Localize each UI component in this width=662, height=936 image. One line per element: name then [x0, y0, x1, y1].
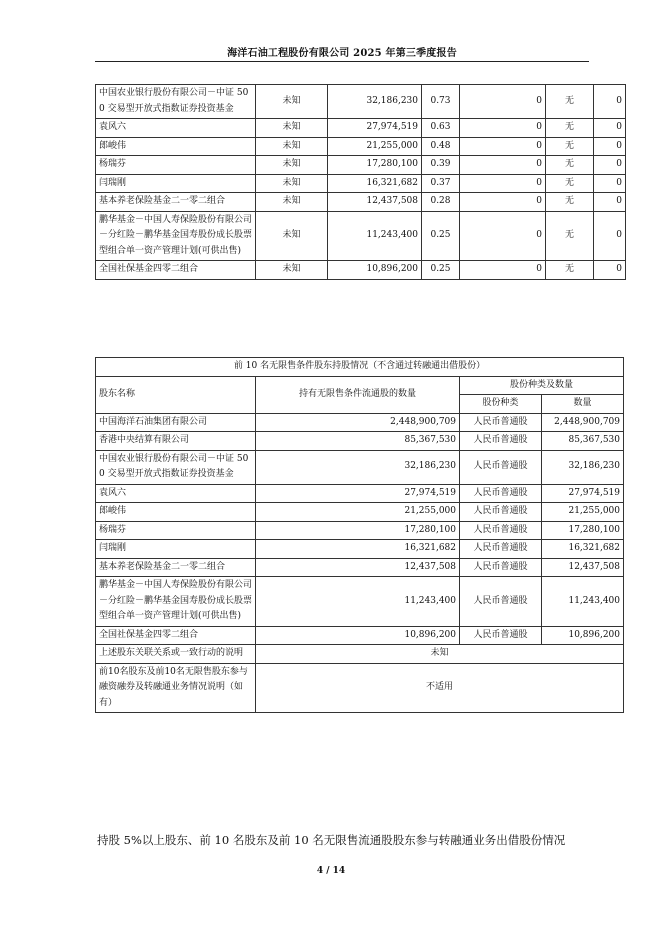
shareholder-name: 郎峻伟 [96, 137, 256, 156]
pledge-quantity: 0 [594, 85, 626, 119]
share-type: 人民币普通股 [460, 432, 542, 451]
share-type: 人民币普通股 [460, 503, 542, 522]
shares-held: 27,974,519 [328, 119, 422, 138]
shares-held: 21,255,000 [328, 137, 422, 156]
unrestricted-qty: 12,437,508 [256, 558, 460, 577]
shares-held: 11,243,400 [328, 211, 422, 261]
shareholder-name: 中国农业银行股份有限公司－中证 500 交易型开放式指数证券投资基金 [96, 450, 256, 484]
shareholder-name: 中国农业银行股份有限公司－中证 500 交易型开放式指数证券投资基金 [96, 85, 256, 119]
shareholder-name: 袁风六 [96, 119, 256, 138]
top10-shareholders-table [95, 84, 626, 280]
table-row [96, 193, 626, 212]
shareholder-name: 郎峻伟 [96, 503, 256, 522]
shareholder-nature: 未知 [256, 85, 328, 119]
relation-value: 未知 [256, 645, 624, 664]
shareholder-nature: 未知 [256, 174, 328, 193]
table-row [96, 174, 626, 193]
pledge-status: 无 [546, 174, 594, 193]
table-row [96, 558, 624, 577]
pledge-quantity: 0 [594, 261, 626, 280]
shareholder-name: 袁风六 [96, 484, 256, 503]
shares-held: 32,186,230 [328, 85, 422, 119]
page-header-title: 海洋石油工程股份有限公司 2025 年第三季度报告 [227, 48, 457, 59]
share-count: 10,896,200 [542, 626, 624, 645]
table-row [96, 137, 626, 156]
share-count: 16,321,682 [542, 540, 624, 559]
shareholder-name: 闫瑞刚 [96, 174, 256, 193]
table-row [96, 521, 624, 540]
restricted-shares: 0 [460, 119, 546, 138]
pledge-status: 无 [546, 261, 594, 280]
shares-held: 17,280,100 [328, 156, 422, 175]
restricted-shares: 0 [460, 193, 546, 212]
margin-value: 不适用 [256, 663, 624, 713]
share-count: 32,186,230 [542, 450, 624, 484]
shareholder-name: 鹏华基金－中国人寿保险股份有限公司－分红险－鹏华基金国寿股份成长股票型组合单一资产管理计划(可供出售) [96, 211, 256, 261]
column-header-type: 股份种类 [460, 395, 542, 414]
unrestricted-qty: 10,896,200 [256, 626, 460, 645]
shareholder-nature: 未知 [256, 119, 328, 138]
margin-row [96, 663, 624, 713]
shareholder-name: 杨瑞芬 [96, 521, 256, 540]
table-row [96, 503, 624, 522]
holding-ratio: 0.25 [422, 261, 460, 280]
restricted-shares: 0 [460, 174, 546, 193]
shareholder-name: 中国海洋石油集团有限公司 [96, 413, 256, 432]
table-row [96, 119, 626, 138]
table-row [96, 85, 626, 119]
shareholder-nature: 未知 [256, 193, 328, 212]
unrestricted-qty: 11,243,400 [256, 577, 460, 627]
share-type: 人民币普通股 [460, 626, 542, 645]
shareholder-name: 基本养老保险基金二一零二组合 [96, 193, 256, 212]
restricted-shares: 0 [460, 137, 546, 156]
share-count: 2,448,900,709 [542, 413, 624, 432]
restricted-shares: 0 [460, 211, 546, 261]
restricted-shares: 0 [460, 85, 546, 119]
shares-held: 16,321,682 [328, 174, 422, 193]
unrestricted-qty: 27,974,519 [256, 484, 460, 503]
restricted-shares: 0 [460, 156, 546, 175]
unrestricted-qty: 16,321,682 [256, 540, 460, 559]
pledge-status: 无 [546, 119, 594, 138]
table-row [96, 450, 624, 484]
page-number: 4 / 14 [316, 866, 346, 876]
shareholder-nature: 未知 [256, 261, 328, 280]
pledge-status: 无 [546, 85, 594, 119]
unrestricted-qty: 85,367,530 [256, 432, 460, 451]
shareholder-name: 全国社保基金四零二组合 [96, 261, 256, 280]
unrestricted-qty: 21,255,000 [256, 503, 460, 522]
column-header-count: 数量 [542, 395, 624, 414]
share-type: 人民币普通股 [460, 413, 542, 432]
share-count: 17,280,100 [542, 521, 624, 540]
unrestricted-qty: 17,280,100 [256, 521, 460, 540]
table-row [96, 261, 626, 280]
shareholder-name: 基本养老保险基金二一零二组合 [96, 558, 256, 577]
share-type: 人民币普通股 [460, 558, 542, 577]
shares-held: 12,437,508 [328, 193, 422, 212]
pledge-quantity: 0 [594, 137, 626, 156]
pledge-status: 无 [546, 211, 594, 261]
column-header-type-group: 股份种类及数量 [460, 376, 624, 395]
margin-label: 前10名股东及前10名无限售股东参与融资融券及转融通业务情况说明（如有） [96, 663, 256, 713]
shareholder-nature: 未知 [256, 137, 328, 156]
pledge-quantity: 0 [594, 156, 626, 175]
shareholder-nature: 未知 [256, 156, 328, 175]
shareholder-name: 鹏华基金－中国人寿保险股份有限公司－分红险－鹏华基金国寿股份成长股票型组合单一资产管理计划(可供出售) [96, 577, 256, 627]
share-count: 12,437,508 [542, 558, 624, 577]
share-type: 人民币普通股 [460, 577, 542, 627]
pledge-quantity: 0 [594, 211, 626, 261]
table-row [96, 413, 624, 432]
shareholder-name: 香港中央结算有限公司 [96, 432, 256, 451]
table-row [96, 577, 624, 627]
share-type: 人民币普通股 [460, 450, 542, 484]
header-rule [95, 61, 589, 62]
relation-label: 上述股东关联关系或一致行动的说明 [96, 645, 256, 664]
table-row [96, 626, 624, 645]
share-type: 人民币普通股 [460, 484, 542, 503]
share-count: 21,255,000 [542, 503, 624, 522]
relation-row [96, 645, 624, 664]
section-title: 前 10 名无限售条件股东持股情况（不含通过转融通出借股份） [96, 358, 624, 377]
share-count: 27,974,519 [542, 484, 624, 503]
holding-ratio: 0.25 [422, 211, 460, 261]
table-row [96, 432, 624, 451]
section-title-row [96, 358, 624, 377]
unrestricted-qty: 2,448,900,709 [256, 413, 460, 432]
header-row [96, 376, 624, 395]
unrestricted-qty: 32,186,230 [256, 450, 460, 484]
shares-held: 10,896,200 [328, 261, 422, 280]
column-header-qty: 持有无限售条件流通股的数量 [256, 376, 460, 413]
pledge-quantity: 0 [594, 174, 626, 193]
shareholder-name: 杨瑞芬 [96, 156, 256, 175]
table-row [96, 484, 624, 503]
holding-ratio: 0.28 [422, 193, 460, 212]
share-count: 85,367,530 [542, 432, 624, 451]
pledge-status: 无 [546, 137, 594, 156]
pledge-quantity: 0 [594, 193, 626, 212]
pledge-status: 无 [546, 156, 594, 175]
share-type: 人民币普通股 [460, 540, 542, 559]
table-row [96, 211, 626, 261]
holding-ratio: 0.39 [422, 156, 460, 175]
pledge-status: 无 [546, 193, 594, 212]
share-count: 11,243,400 [542, 577, 624, 627]
holding-ratio: 0.48 [422, 137, 460, 156]
unrestricted-shareholders-table [95, 357, 624, 713]
table-row [96, 540, 624, 559]
column-header-name: 股东名称 [96, 376, 256, 413]
table-row [96, 156, 626, 175]
shareholder-nature: 未知 [256, 211, 328, 261]
share-type: 人民币普通股 [460, 521, 542, 540]
holding-ratio: 0.73 [422, 85, 460, 119]
shareholder-name: 闫瑞刚 [96, 540, 256, 559]
holding-ratio: 0.63 [422, 119, 460, 138]
holding-ratio: 0.37 [422, 174, 460, 193]
restricted-shares: 0 [460, 261, 546, 280]
pledge-quantity: 0 [594, 119, 626, 138]
section-heading-securities-lending: 持股 5%以上股东、前 10 名股东及前 10 名无限售流通股股东参与转融通业务出借股份情况 [97, 833, 566, 847]
shareholder-name: 全国社保基金四零二组合 [96, 626, 256, 645]
